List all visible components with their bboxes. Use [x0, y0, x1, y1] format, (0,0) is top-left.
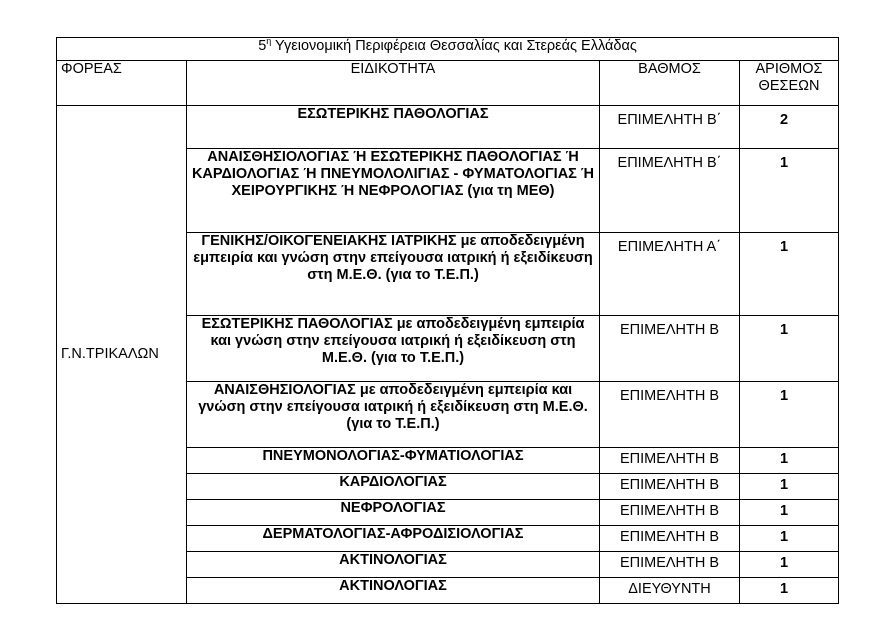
count-cell: 1	[740, 474, 839, 500]
title-row	[57, 38, 839, 61]
grade-cell: ΕΠΙΜΕΛΗΤΗ Β	[600, 316, 740, 382]
specialty-cell: ΕΣΩΤΕΡΙΚΗΣ ΠΑΘΟΛΟΓΙΑΣ	[187, 106, 600, 149]
grade-cell: ΕΠΙΜΕΛΗΤΗ Β	[600, 474, 740, 500]
table-title: $5^\eta$ Υγειονομική Περιφέρεια Θεσσαλίας και Στερεάς Ελλάδας	[57, 38, 839, 61]
count-cell: 1	[740, 578, 839, 604]
count-cell: 1	[740, 552, 839, 578]
count-cell: 1	[740, 500, 839, 526]
specialty-cell: ΕΣΩΤΕΡΙΚΗΣ ΠΑΘΟΛΟΓΙΑΣ με αποδεδειγμένη εμπειρία και γνώση στην επείγουσα ιατρική ή εξειδίκευση στη Μ.Ε.Θ. (για το Τ.Ε.Π.)	[187, 316, 600, 382]
grade-cell: ΕΠΙΜΕΛΗΤΗ Β΄	[600, 149, 740, 233]
grade-cell: ΕΠΙΜΕΛΗΤΗ Β	[600, 382, 740, 448]
specialty-cell: ΑΝΑΙΣΘΗΣΙΟΛΟΓΙΑΣ με αποδεδειγμένη εμπειρία και γνώση στην επείγουσα ιατρική ή εξειδίκευση στη Μ.Ε.Θ. (για το Τ.Ε.Π.)	[187, 382, 600, 448]
count-cell: 1	[740, 382, 839, 448]
specialty-cell: ΓΕΝΙΚΗΣ/ΟΙΚΟΓΕΝΕΙΑΚΗΣ ΙΑΤΡΙΚΗΣ με αποδεδειγμένη εμπειρία και γνώση στην επείγουσα ιατρική ή εξειδίκευση στη Μ.Ε.Θ. (για το Τ.Ε.Π.)	[187, 233, 600, 316]
header-specialty: ΕΙΔΙΚΟΤΗΤΑ	[187, 61, 600, 106]
grade-cell: ΕΠΙΜΕΛΗΤΗ Α΄	[600, 233, 740, 316]
header-count: ΑΡΙΘΜΟΣ ΘΕΣΕΩΝ	[740, 61, 839, 106]
positions-table	[56, 37, 839, 604]
body-name-cell: Γ.Ν.ΤΡΙΚΑΛΩΝ	[57, 106, 187, 604]
grade-cell: ΕΠΙΜΕΛΗΤΗ Β	[600, 448, 740, 474]
grade-cell: ΕΠΙΜΕΛΗΤΗ Β΄	[600, 106, 740, 149]
grade-cell: ΕΠΙΜΕΛΗΤΗ Β	[600, 526, 740, 552]
specialty-cell: ΠΝΕΥΜΟΝΟΛΟΓΙΑΣ-ΦΥΜΑΤΙΟΛΟΓΙΑΣ	[187, 448, 600, 474]
grade-cell: ΕΠΙΜΕΛΗΤΗ Β	[600, 500, 740, 526]
specialty-cell: ΔΕΡΜΑΤΟΛΟΓΙΑΣ-ΑΦΡΟΔΙΣΙΟΛΟΓΙΑΣ	[187, 526, 600, 552]
count-cell: 1	[740, 448, 839, 474]
header-grade: ΒΑΘΜΟΣ	[600, 61, 740, 106]
count-cell: 1	[740, 149, 839, 233]
specialty-cell: ΚΑΡΔΙΟΛΟΓΙΑΣ	[187, 474, 600, 500]
header-body: ΦΟΡΕΑΣ	[57, 61, 187, 106]
specialty-cell: ΑΚΤΙΝΟΛΟΓΙΑΣ	[187, 552, 600, 578]
count-cell: 1	[740, 316, 839, 382]
grade-cell: ΕΠΙΜΕΛΗΤΗ Β	[600, 552, 740, 578]
specialty-cell: ΝΕΦΡΟΛΟΓΙΑΣ	[187, 500, 600, 526]
count-cell: 1	[740, 233, 839, 316]
count-cell: 1	[740, 526, 839, 552]
count-cell: 2	[740, 106, 839, 149]
specialty-cell: ΑΝΑΙΣΘΗΣΙΟΛΟΓΙΑΣ Ή ΕΣΩΤΕΡΙΚΗΣ ΠΑΘΟΛΟΓΙΑΣ Ή ΚΑΡΔΙΟΛΟΓΙΑΣ Ή ΠΝΕΥΜΟΛΟΛΙΓΙΑΣ - ΦΥΜΑΤΟΛΟΓΙΑΣ Ή ΧΕΙΡΟΥΡΓΙΚΗΣ Ή ΝΕΦΡΟΛΟΓΙΑΣ (για τη ΜΕΘ)	[187, 149, 600, 233]
header-row	[57, 61, 839, 106]
grade-cell: ΔΙΕΥΘΥΝΤΗ	[600, 578, 740, 604]
table-row	[57, 106, 839, 149]
specialty-cell: ΑΚΤΙΝΟΛΟΓΙΑΣ	[187, 578, 600, 604]
